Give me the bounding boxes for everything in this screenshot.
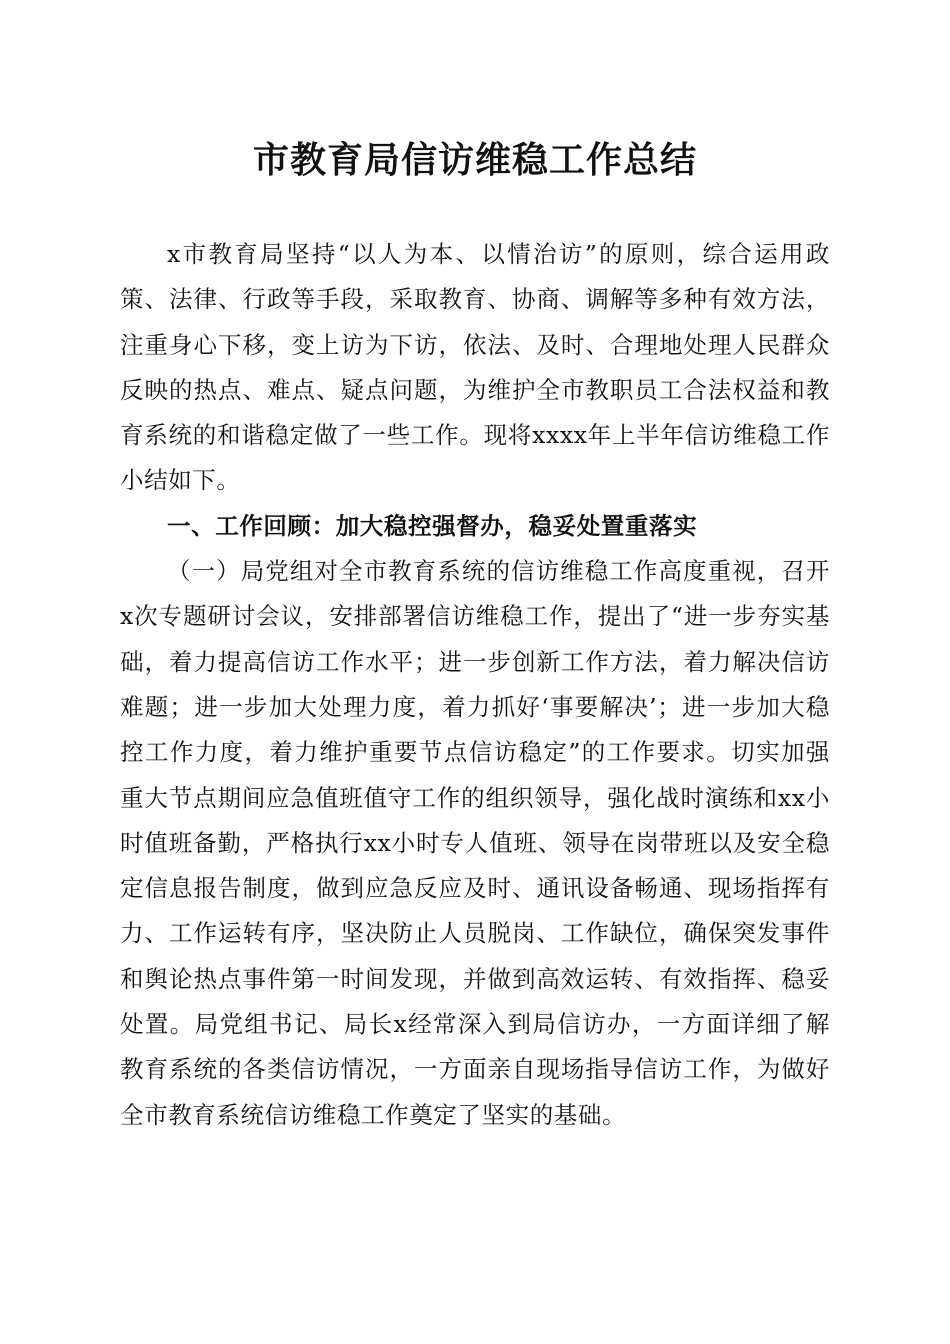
section-paragraph: （一）局党组对全市教育系统的信访维稳工作高度重视，召开x次专题研讨会议，安排部署信访维稳工作，提出了“进一步夯实基础，着力提高信访工作水平；进一步创新工作方法，着力解决信访难题；进一步加大处理力度，着力抓好‘事要解决’；进一步加大稳控工作力度，着力维护重要节点信访稳定”的工作要求。切实加强重大节点期间应急值班值守工作的组织领导，强化战时演练和xx小时值班备勤，严格执行xx小时专人值班、领导在岗带班以及安全稳定信息报告制度，做到应急反应及时、通讯设备畅通、现场指挥有力、工作运转有序，坚决防止人员脱岗、工作缺位，确保突发事件和舆论热点事件第一时间发现，并做到高效运转、有效指挥、稳妥处置。局党组书记、局长x经常深入到局信访办，一方面详细了解教育系统的各类信访情况，一方面亲自现场指导信访工作，为做好全市教育系统信访维稳工作奠定了坚实的基础。	[120, 557, 830, 1129]
section-heading: 一、工作回顾：加大稳控强督办，稳妥处置重落实	[167, 511, 698, 540]
document-title: 市教育局信访维稳工作总结	[252, 139, 697, 181]
intro-paragraph: x市教育局坚持“以人为本、以情治访”的原则，综合运用政策、法律、行政等手段，采取教育、协商、调解等多种有效方法，注重身心下移，变上访为下访，依法、及时、合理地处理人民群众反映的热点、难点、疑点问题，为维护全市教职员工合法权益和教育系统的和谐稳定做了一些工作。现将xxxx年上半年信访维稳工作小结如下。	[120, 240, 830, 495]
document-body	[120, 232, 830, 1138]
